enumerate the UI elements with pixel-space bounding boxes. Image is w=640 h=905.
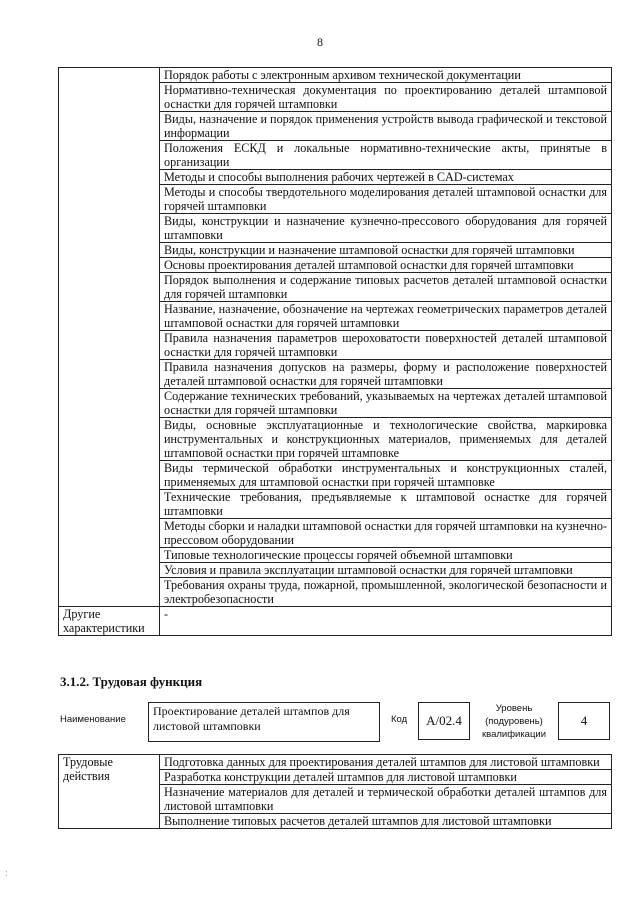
page-number: 8	[317, 35, 323, 49]
knowledge-table-body	[59, 68, 612, 636]
knowledge-item: Положения ЕСКД и локальные нормативно-технические акты, принятые в организации	[160, 141, 612, 170]
scan-mark: :	[5, 868, 8, 879]
knowledge-item: Условия и правила эксплуатации штамповой оснастки для горячей штамповки	[160, 563, 612, 578]
function-code-field: A/02.4	[418, 702, 470, 740]
knowledge-item: Виды термической обработки инструментальных и конструкционных сталей, применяемых для штамповой оснастки при горячей штамповке	[160, 461, 612, 490]
table-row	[59, 755, 612, 770]
labor-actions-table	[58, 754, 612, 829]
knowledge-table	[58, 67, 612, 636]
knowledge-item: Методы и способы твердотельного моделирования деталей штамповой оснастки для горячей штамповки	[160, 185, 612, 214]
knowledge-item: Правила назначения допусков на размеры, форму и расположение поверхностей деталей штамповой оснастки для горячей штамповки	[160, 360, 612, 389]
knowledge-item: Типовые технологические процессы горячей объемной штамповки	[160, 548, 612, 563]
knowledge-item: Виды, конструкции и назначение кузнечно-прессового оборудования для горячей штамповки	[160, 214, 612, 243]
name-label: Наименование	[60, 714, 126, 725]
labor-action-item: Подготовка данных для проектирования деталей штампов для листовой штамповки	[160, 755, 612, 770]
knowledge-item: Порядок выполнения и содержание типовых расчетов деталей штамповой оснастки для горячей штамповки	[160, 273, 612, 302]
knowledge-item: Требования охраны труда, пожарной, промышленной, экологической безопасности и электробезопасности	[160, 578, 612, 607]
table-row	[59, 607, 612, 636]
row-label-cell	[59, 68, 160, 607]
labor-actions-label: Трудовые действия	[59, 755, 160, 829]
knowledge-item: Название, назначение, обозначение на чертежах геометрических параметров деталей штамповой оснастки для горячей штамповки	[160, 302, 612, 331]
knowledge-item: Технические требования, предъявляемые к штамповой оснастке для горячей штамповки	[160, 490, 612, 519]
table-row	[59, 68, 612, 83]
function-name-field: Проектирование деталей штампов для листовой штамповки	[148, 702, 380, 742]
other-characteristics-label: Другие характеристики	[59, 607, 160, 636]
code-label: Код	[391, 714, 408, 725]
section-heading: 3.1.2. Трудовая функция	[60, 674, 203, 689]
knowledge-item: Методы и способы выполнения рабочих чертежей в CAD-системах	[160, 170, 612, 185]
labor-action-item: Выполнение типовых расчетов деталей штампов для листовой штамповки	[160, 814, 612, 829]
other-characteristics-value: -	[160, 607, 612, 636]
level-label: Уровень (подуровень) квалификации	[481, 703, 547, 740]
knowledge-item: Порядок работы с электронным архивом технической документации	[160, 68, 612, 83]
labor-actions-table-body	[59, 755, 612, 829]
knowledge-item: Методы сборки и наладки штамповой оснастки для горячей штамповки на кузнечно-прессовом оборудовании	[160, 519, 612, 548]
knowledge-item: Содержание технических требований, указываемых на чертежах деталей штамповой оснастки для горячей штамповки	[160, 389, 612, 418]
knowledge-item: Основы проектирования деталей штамповой оснастки для горячей штамповки	[160, 258, 612, 273]
knowledge-item: Правила назначения параметров шероховатости поверхностей деталей штамповой оснастки для горячей штамповки	[160, 331, 612, 360]
knowledge-item: Нормативно-техническая документация по проектированию деталей штамповой оснастки для горячей штамповки	[160, 83, 612, 112]
labor-action-item: Разработка конструкции деталей штампов для листовой штамповки	[160, 770, 612, 785]
labor-action-item: Назначение материалов для деталей и термической обработки деталей штампов для листовой штамповки	[160, 785, 612, 814]
knowledge-item: Виды, назначение и порядок применения устройств вывода графической и текстовой информации	[160, 112, 612, 141]
knowledge-item: Виды, конструкции и назначение штамповой оснастки для горячей штамповки	[160, 243, 612, 258]
qualification-level-field: 4	[558, 702, 610, 740]
knowledge-item: Виды, основные эксплуатационные и технологические свойства, маркировка инструментальных и конструкционных материалов, применяемых для деталей штамповой оснастки при горячей штамповке	[160, 418, 612, 461]
